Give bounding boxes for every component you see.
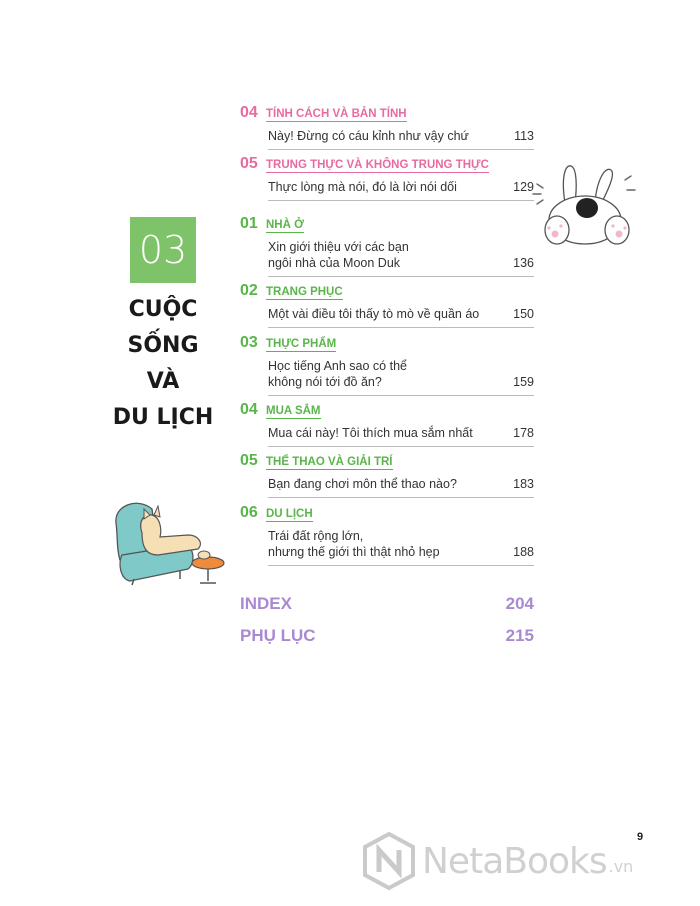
- appendix-row[interactable]: [240, 626, 534, 646]
- cat-on-armchair-illustration: [108, 493, 228, 588]
- chapter-category: TRUNG THỰC VÀ KHÔNG TRUNG THỰC: [266, 159, 489, 171]
- watermark-suffix: .vn: [608, 856, 634, 876]
- index-label: INDEX: [240, 594, 292, 613]
- chapter-title-line: Học tiếng Anh sao có thể: [268, 359, 407, 373]
- chapter-title-line: Trái đất rộng lớn,: [268, 529, 364, 543]
- chapter-title-line: không nói tới đồ ăn?: [268, 375, 382, 389]
- toc-entry[interactable]: [240, 155, 534, 201]
- chapter-number: 04: [240, 401, 258, 418]
- chapter-title-line: ngôi nhà của Moon Duk: [268, 256, 401, 270]
- crying-rabbit-illustration: [525, 158, 640, 253]
- chapter-number: 02: [240, 282, 258, 299]
- chapter-page-number: 150: [513, 307, 534, 321]
- chapter-number: 05: [240, 155, 258, 172]
- index-page-number: 204: [505, 594, 534, 613]
- toc-entry[interactable]: [240, 282, 534, 328]
- chapter-title-line: nhưng thế giới thì thật nhỏ hẹp: [268, 545, 440, 559]
- toc-entry[interactable]: [240, 401, 534, 447]
- chapter-category: THỂ THAO VÀ GIẢI TRÍ: [266, 456, 393, 468]
- chapter-category: TÍNH CÁCH VÀ BẢN TÍNH: [266, 108, 407, 120]
- chapter-page-number: 183: [513, 477, 534, 491]
- chapter-number: 04: [240, 104, 258, 121]
- section-title-line-1: CUỘC SỐNG: [127, 297, 199, 358]
- toc-entry[interactable]: [240, 215, 534, 277]
- section-title-line-3: DU LỊCH: [112, 405, 214, 430]
- chapter-category: MUA SẮM: [266, 405, 321, 417]
- section-title: [90, 292, 236, 436]
- section-number: 03: [138, 228, 188, 272]
- chapter-number: 01: [240, 215, 258, 232]
- toc-entry[interactable]: [240, 104, 534, 150]
- appendix-label: PHỤ LỤC: [240, 626, 316, 645]
- chapter-number: 06: [240, 504, 258, 521]
- chapter-page-number: 159: [513, 375, 534, 389]
- index-row[interactable]: [240, 594, 534, 614]
- chapter-page-number: 113: [514, 129, 534, 143]
- toc-entry[interactable]: [240, 334, 534, 396]
- toc-entry[interactable]: [240, 504, 534, 566]
- chapter-page-number: 136: [513, 256, 534, 270]
- chapter-page-number: 178: [513, 426, 534, 440]
- chapter-number: 03: [240, 334, 258, 351]
- section-title-line-2: VÀ: [146, 369, 180, 394]
- chapter-title-line: Một vài điều tôi thấy tò mò về quần áo: [268, 307, 480, 321]
- chapter-title-line: Này! Đừng có cáu kỉnh như vậy chứ: [268, 129, 469, 143]
- netabooks-logo-icon: [362, 832, 416, 890]
- chapter-title-line: Bạn đang chơi môn thể thao nào?: [268, 477, 457, 491]
- toc-entry[interactable]: [240, 452, 534, 498]
- chapter-page-number: 129: [513, 180, 534, 194]
- chapter-page-number: 188: [513, 545, 534, 559]
- chapter-category: THỰC PHẨM: [266, 338, 337, 350]
- chapter-title-line: Xin giới thiệu với các bạn: [268, 240, 409, 254]
- chapter-title-line: Thực lòng mà nói, đó là lời nói dối: [268, 180, 457, 194]
- page-number: 9: [637, 831, 644, 843]
- watermark: [362, 832, 633, 890]
- chapter-category: DU LỊCH: [266, 508, 313, 520]
- appendix-page-number: 215: [505, 626, 534, 645]
- chapter-title-line: Mua cái này! Tôi thích mua sắm nhất: [268, 426, 473, 440]
- watermark-text: NetaBooks: [422, 840, 607, 882]
- chapter-category: TRANG PHỤC: [266, 286, 343, 298]
- section-number-badge: [130, 217, 196, 283]
- chapter-category: NHÀ Ở: [266, 219, 304, 231]
- chapter-number: 05: [240, 452, 258, 469]
